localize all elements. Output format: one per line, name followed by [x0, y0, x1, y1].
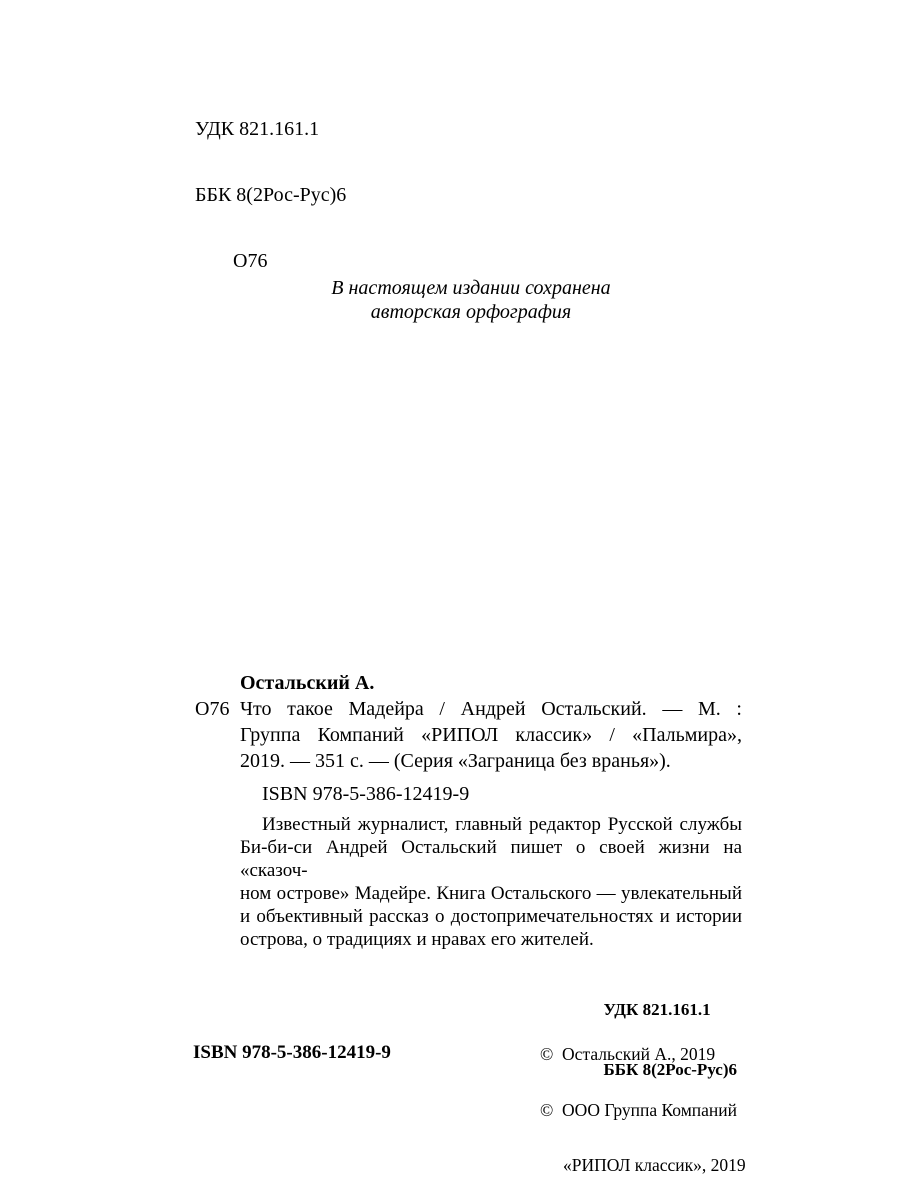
catalog-isbn: ISBN 978-5-386-12419-9	[262, 783, 470, 805]
catalog-description-line: 2019. — 351 с. — (Серия «Заграница без вранья»).	[240, 750, 671, 772]
udk-classification-right: УДК 821.161.1	[603, 1000, 711, 1019]
annotation-line: ном острове» Мадейре. Книга Остальского — увлекательный	[240, 883, 742, 904]
annotation-line: Би-би-си Андрей Остальский пишет о своей жизни на «сказоч-	[240, 837, 742, 881]
bbk-classification-right: ББК 8(2Рос-Рус)6	[603, 1060, 737, 1079]
catalog-description-line: Что такое Мадейра / Андрей Остальский. — М. :	[240, 698, 742, 720]
catalog-author: Остальский А.	[240, 672, 375, 694]
footer-isbn: ISBN 978-5-386-12419-9	[193, 1042, 391, 1063]
annotation	[240, 813, 742, 951]
catalog-description-line: Группа Компаний «РИПОЛ классик» / «Пальмира»,	[240, 724, 742, 746]
copyright-line: © ООО Группа Компаний	[540, 1099, 738, 1120]
annotation-line: Известный журналист, главный редактор Русской службы	[262, 814, 742, 835]
catalog-entry	[195, 696, 747, 774]
copyright-line: © Остальский А., 2019	[540, 1044, 716, 1064]
catalog-description	[240, 696, 742, 774]
copyright-line: «РИПОЛ классик», 2019	[563, 1155, 746, 1175]
bbk-classification: ББК 8(2Рос-Рус)6	[195, 184, 347, 206]
copyright-block	[540, 1008, 746, 1200]
edition-notice-line-1: В настоящем издании сохранена	[331, 277, 611, 299]
catalog-entry-code: О76	[195, 698, 230, 720]
edition-notice-line-2: авторская орфография	[370, 301, 572, 323]
udk-classification: УДК 821.161.1	[195, 118, 320, 140]
author-code: О76	[233, 250, 268, 272]
edition-notice	[195, 276, 747, 324]
annotation-line: и объективный рассказ о достопримечательностях и истории	[240, 906, 742, 927]
annotation-line: острова, о традициях и нравах его жителей.	[240, 929, 594, 950]
